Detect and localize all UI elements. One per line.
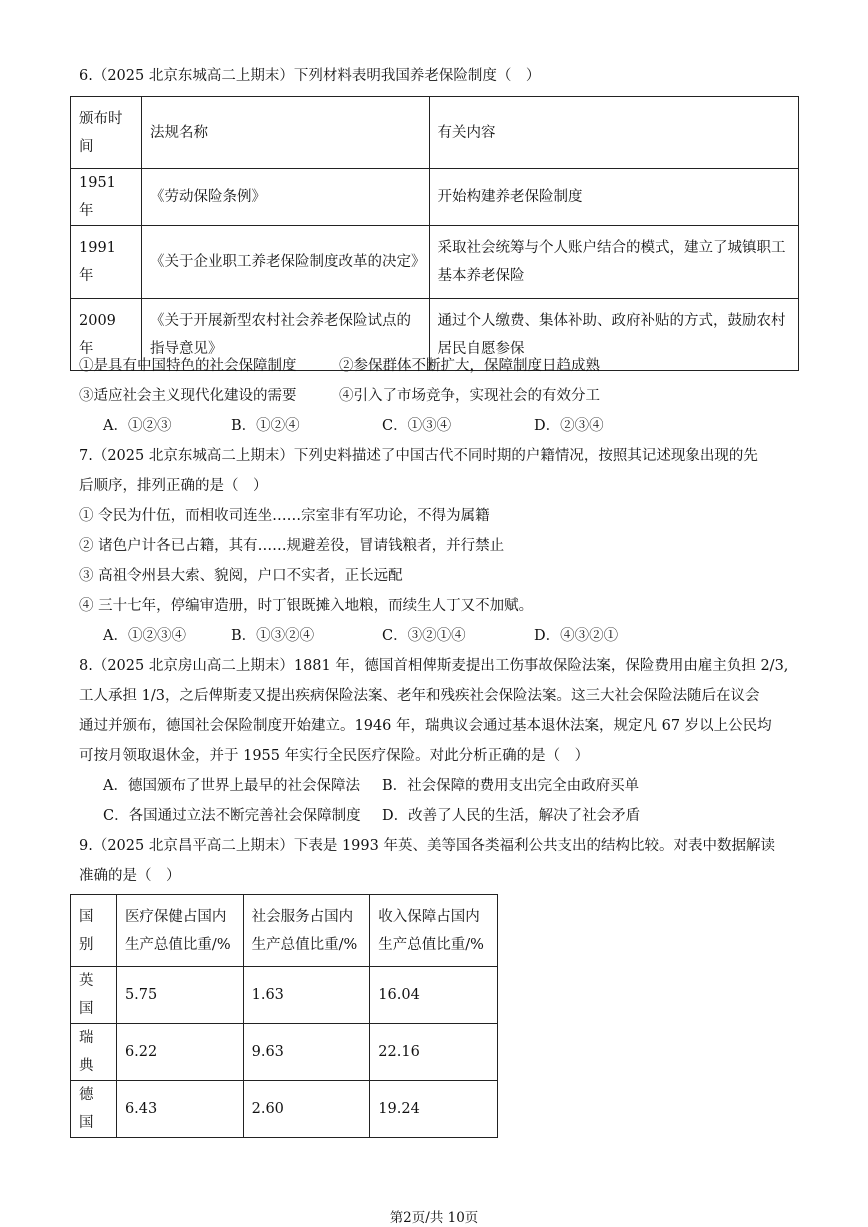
q6-statement: ③适应社会主义现代化建设的需要 bbox=[79, 388, 297, 404]
page-footer: 第2页/共 10页 bbox=[389, 1210, 479, 1226]
q7-item: ② 诸色户计各已占籍，其有……规避差役，冒请钱粮者，并行禁止 bbox=[79, 538, 505, 554]
q8-option-b: B．社会保障的费用支出完全由政府买单 bbox=[382, 778, 640, 794]
table-header-cell: 社会服务占国内生产总值比重/% bbox=[243, 895, 370, 967]
q7-item: ① 令民为什伍，而相收司连坐……宗室非有军功论，不得为属籍 bbox=[79, 508, 490, 524]
table-cell: 19.24 bbox=[370, 1081, 498, 1138]
q7-option-d: D．④③②① bbox=[534, 628, 619, 644]
q6-statement: ④引入了市场竞争，实现社会的有效分工 bbox=[339, 388, 600, 404]
q7-option-b: B．①③②④ bbox=[231, 628, 315, 644]
q6-table bbox=[70, 96, 799, 371]
table-cell: 《劳动保险条例》 bbox=[141, 169, 429, 226]
table-cell: 采取社会统筹与个人账户结合的模式，建立了城镇职工基本养老保险 bbox=[429, 226, 798, 299]
table-header-cell: 医疗保健占国内生产总值比重/% bbox=[116, 895, 243, 967]
table-header-cell: 法规名称 bbox=[141, 97, 429, 169]
table-row bbox=[71, 1081, 498, 1138]
table-row bbox=[71, 226, 799, 299]
q9-stem-cont: 准确的是（ ） bbox=[79, 868, 181, 884]
table-cell: 2.60 bbox=[243, 1081, 370, 1138]
q9-stem: 9.（2025 北京昌平高二上期末）下表是 1993 年英、美等国各类福利公共支出的结构比较。对表中数据解读 bbox=[79, 838, 775, 854]
table-header-cell: 颁布时间 bbox=[71, 97, 142, 169]
table-cell: 1991 年 bbox=[71, 226, 142, 299]
q8-option-a: A．德国颁布了世界上最早的社会保障法 bbox=[103, 778, 360, 794]
q6-option-d: D．②③④ bbox=[534, 418, 604, 434]
q6-option-a: A．①②③ bbox=[103, 418, 172, 434]
table-row bbox=[71, 967, 498, 1024]
table-header-cell: 国别 bbox=[71, 895, 117, 967]
q9-table bbox=[70, 894, 498, 1138]
table-row bbox=[71, 169, 799, 226]
table-cell: 9.63 bbox=[243, 1024, 370, 1081]
table-row bbox=[71, 895, 498, 967]
q7-item: ④ 三十七年，停编审造册，时丁银既摊入地粮，而续生人丁又不加赋。 bbox=[79, 598, 534, 614]
q8-stem: 8.（2025 北京房山高二上期末）1881 年，德国首相俾斯麦提出工伤事故保险法案，保险费用由雇主负担 2/3, bbox=[79, 658, 789, 674]
table-cell: 22.16 bbox=[370, 1024, 498, 1081]
q8-stem-cont: 可按月领取退休金，并于 1955 年实行全民医疗保险。对此分析正确的是（ ） bbox=[79, 748, 590, 764]
table-header-cell: 有关内容 bbox=[429, 97, 798, 169]
table-header-cell: 收入保障占国内生产总值比重/% bbox=[370, 895, 498, 967]
table-cell: 2009 年 bbox=[71, 299, 142, 371]
table-cell: 《关于企业职工养老保险制度改革的决定》 bbox=[141, 226, 429, 299]
table-row bbox=[71, 1024, 498, 1081]
table-cell: 通过个人缴费、集体补助、政府补贴的方式，鼓励农村居民自愿参保 bbox=[429, 299, 798, 371]
table-row bbox=[71, 97, 799, 169]
table-cell: 开始构建养老保险制度 bbox=[429, 169, 798, 226]
q7-stem: 7.（2025 北京东城高二上期末）下列史料描述了中国古代不同时期的户籍情况，按照其记述现象出现的先 bbox=[79, 448, 758, 464]
q7-stem-cont: 后顺序，排列正确的是（ ） bbox=[79, 478, 268, 494]
table-cell: 6.43 bbox=[116, 1081, 243, 1138]
q8-stem-cont: 工人承担 1/3，之后俾斯麦又提出疾病保险法案、老年和残疾社会保险法案。这三大社会保险法随后在议会 bbox=[79, 688, 760, 704]
table-cell: 16.04 bbox=[370, 967, 498, 1024]
q7-item: ③ 高祖令州县大索、貌阅，户口不实者，正长远配 bbox=[79, 568, 403, 584]
table-cell: 1951 年 bbox=[71, 169, 142, 226]
table-cell: 瑞典 bbox=[71, 1024, 117, 1081]
q6-stem: 6.（2025 北京东城高二上期末）下列材料表明我国养老保险制度（ ） bbox=[79, 68, 541, 84]
table-cell: 英国 bbox=[71, 967, 117, 1024]
q8-option-c: C．各国通过立法不断完善社会保障制度 bbox=[103, 808, 361, 824]
q6-statement: ①是具有中国特色的社会保障制度 bbox=[79, 358, 297, 374]
q7-option-c: C．③②①④ bbox=[382, 628, 466, 644]
q7-option-a: A．①②③④ bbox=[103, 628, 186, 644]
q8-stem-cont: 通过并颁布，德国社会保险制度开始建立。1946 年，瑞典议会通过基本退休法案，规定凡 67 岁以上公民均 bbox=[79, 718, 772, 734]
q8-option-d: D．改善了人民的生活，解决了社会矛盾 bbox=[382, 808, 641, 824]
q6-statement: ②参保群体不断扩大，保障制度日趋成熟 bbox=[339, 358, 600, 374]
table-cell: 《关于开展新型农村社会养老保险试点的指导意见》 bbox=[141, 299, 429, 371]
table-cell: 德国 bbox=[71, 1081, 117, 1138]
table-cell: 1.63 bbox=[243, 967, 370, 1024]
q6-option-b: B．①②④ bbox=[231, 418, 300, 434]
table-cell: 5.75 bbox=[116, 967, 243, 1024]
q6-option-c: C．①③④ bbox=[382, 418, 452, 434]
table-cell: 6.22 bbox=[116, 1024, 243, 1081]
